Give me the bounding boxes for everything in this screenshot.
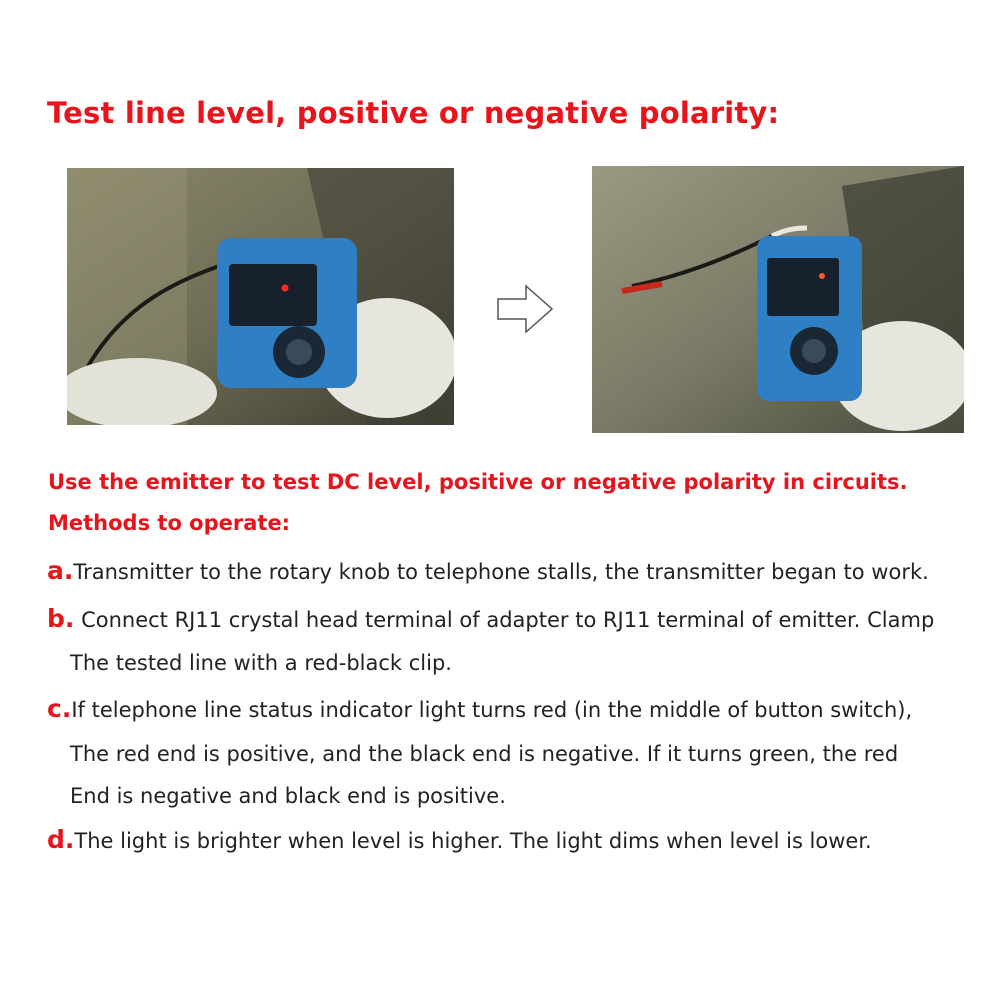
page-title: Test line level, positive or negative polarity:: [47, 96, 780, 130]
step-c-continuation-2: End is negative and black end is positive.: [70, 784, 506, 808]
photo-tester-clip-connected: [592, 166, 964, 433]
right-arrow-outline-icon: [496, 284, 554, 334]
step-c: [47, 694, 912, 723]
step-marker: a.: [47, 556, 74, 585]
step-b: [47, 604, 934, 633]
step-text: The light is brighter when level is higher. The light dims when level is lower.: [74, 829, 872, 853]
step-d: [47, 825, 872, 854]
step-a: [47, 556, 929, 585]
step-text: Transmitter to the rotary knob to telephone stalls, the transmitter began to work.: [73, 560, 929, 584]
status-indicator-lit: [819, 273, 825, 279]
step-text: Connect RJ11 crystal head terminal of adapter to RJ11 terminal of emitter. Clamp: [74, 608, 935, 632]
intro-text: Use the emitter to test DC level, positive or negative polarity in circuits.: [48, 470, 908, 494]
step-c-continuation-1: The red end is positive, and the black end is negative. If it turns green, the red: [70, 742, 899, 766]
step-text: If telephone line status indicator light turns red (in the middle of button switch),: [71, 698, 913, 722]
methods-heading: Methods to operate:: [48, 511, 291, 535]
photo-tester-red-indicator: [67, 168, 454, 425]
step-marker: b.: [47, 604, 75, 633]
status-indicator-red: [282, 285, 289, 292]
step-b-continuation: The tested line with a red-black clip.: [70, 651, 452, 675]
step-marker: d.: [47, 825, 75, 854]
step-marker: c.: [47, 694, 72, 723]
